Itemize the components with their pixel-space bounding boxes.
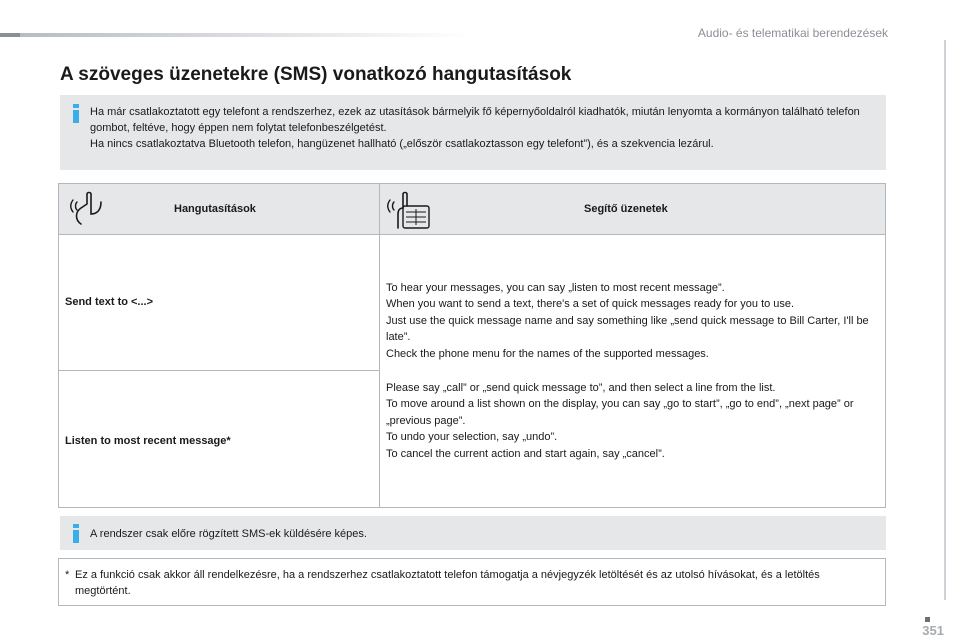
command-listen-recent: Listen to most recent message*: [65, 435, 231, 447]
help-line: To hear your messages, you can say „listen to most recent message”.: [386, 282, 725, 294]
footnote-mark: *: [65, 569, 70, 581]
help-messages-block-2: [386, 380, 876, 462]
help-messages-block-1: [386, 280, 876, 362]
help-line: Please say „call” or „send quick message to”, and then select a line from the list.: [386, 382, 776, 394]
voice-command-icon: [67, 190, 107, 228]
command-send-text: Send text to <...>: [65, 296, 154, 308]
info-paragraph: Ha nincs csatlakoztatva Bluetooth telefon, hangüzenet hallható („először csatlakoztasson egy telefont”), és a szekvencia lezárul.: [90, 138, 714, 150]
table-header-commands: [59, 184, 380, 234]
help-line: When you want to send a text, there's a set of quick messages ready for you to use.: [386, 298, 795, 311]
footnote-box: [58, 558, 886, 606]
table-header: [59, 184, 885, 235]
header-accent-bar: [0, 33, 20, 37]
voice-help-screen-icon: [386, 190, 432, 230]
table-header-label: Hangutasítások: [174, 203, 256, 215]
row-divider: [59, 370, 379, 371]
info-box-sms-limit: [60, 516, 886, 550]
table-header-label: Segítő üzenetek: [584, 203, 668, 215]
help-line: Check the phone menu for the names of the supported messages.: [386, 347, 709, 360]
section-label: Audio- és telematikai berendezések: [697, 26, 888, 40]
table-header-help: [380, 184, 885, 234]
page-marker: [925, 617, 930, 622]
column-divider: [379, 234, 380, 508]
info-paragraph: Ha már csatlakoztatott egy telefont a rendszerhez, ezek az utasítások bármelyik fő képernyőoldalról kiadhatók, miután lenyomta a kormányon található telefon gombot, feltéve, hogy éppen nem folytat telefonbeszélgetést.: [90, 106, 860, 134]
header-gradient-bar: [20, 33, 470, 37]
help-line: To undo your selection, say „undo”.: [386, 431, 558, 444]
info-icon: [72, 524, 80, 543]
help-line: Just use the quick message name and say something like „send quick message to Bill Carter, I'll be late”.: [386, 314, 869, 344]
page-edge-line: [944, 40, 946, 600]
help-line: To move around a list shown on the display, you can say „go to start”, „go to end”, „next page” or „previous page”.: [386, 398, 854, 427]
info-box-connection: [60, 95, 886, 170]
help-line: To cancel the current action and start again, say „cancel”.: [386, 447, 665, 460]
footnote-text: Ez a funkció csak akkor áll rendelkezésre, ha a rendszerhez csatlakoztatott telefon támogatja a névjegyzék letöltését és az utolsó hívásokat, és a letöltés megtörtént.: [75, 569, 820, 597]
page-number: 351: [922, 623, 944, 638]
voice-command-table: [58, 183, 886, 508]
page-title: A szöveges üzenetekre (SMS) vonatkozó hangutasítások: [60, 64, 572, 85]
info-icon: [72, 104, 80, 123]
info-text: A rendszer csak előre rögzített SMS-ek küldésére képes.: [90, 528, 367, 540]
